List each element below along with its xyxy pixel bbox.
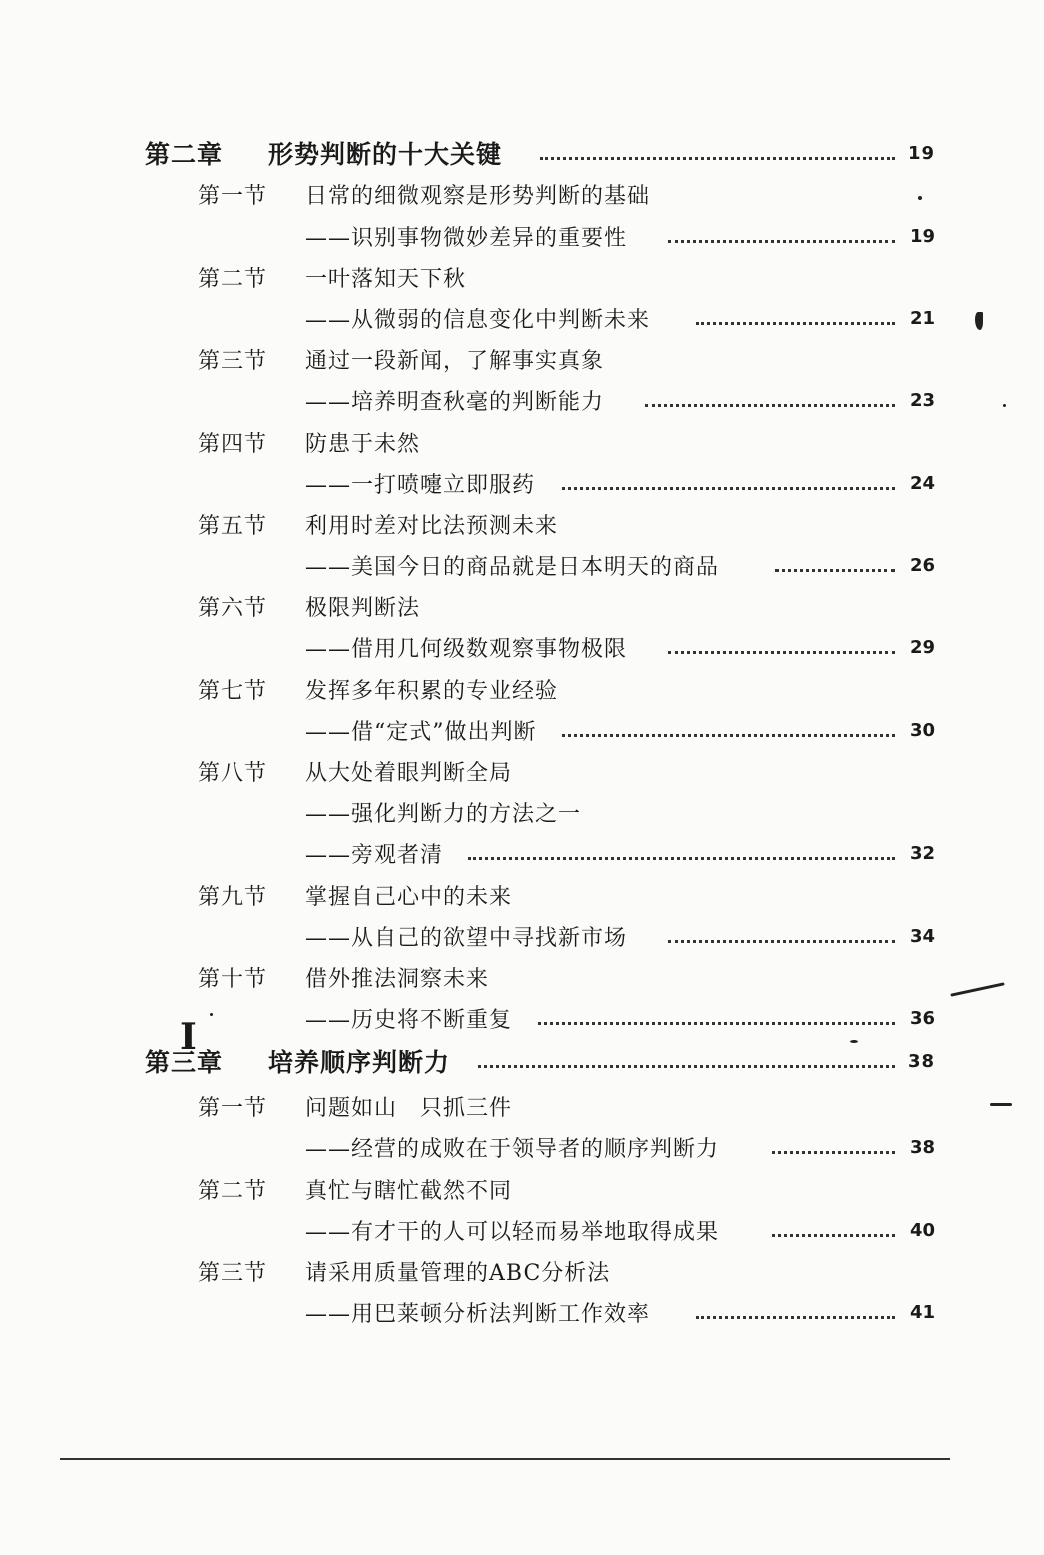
page-ref: 32 — [909, 842, 935, 864]
section-label: 第九节 — [198, 884, 268, 910]
section-title: 请采用质量管理的ABC分析法 — [305, 1260, 611, 1286]
leader-dots — [540, 157, 895, 160]
page-ref: 19 — [907, 142, 935, 164]
section-label: 第二节 — [198, 266, 268, 292]
section-subtitle: ——用巴莱顿分析法判断工作效率 — [305, 1301, 651, 1327]
section-title: 利用时差对比法预测未来 — [305, 513, 559, 539]
chapter-label: 第二章 — [145, 140, 224, 169]
section-subtitle: ——从微弱的信息变化中判断未来 — [305, 307, 651, 333]
section-subtitle: ——有才干的人可以轻而易举地取得成果 — [305, 1219, 720, 1245]
scan-speck — [210, 1013, 213, 1016]
section-title: 真忙与瞎忙截然不同 — [305, 1178, 513, 1204]
page-ref: 38 — [907, 1050, 935, 1072]
page-ref: 34 — [909, 925, 935, 947]
leader-dots — [696, 322, 895, 325]
section-label: 第一节 — [198, 183, 268, 209]
section-subtitle: ——历史将不断重复 — [305, 1007, 513, 1033]
bottom-rule — [60, 1458, 950, 1460]
section-subtitle: ——识别事物微妙差异的重要性 — [305, 225, 628, 251]
scan-speck — [918, 196, 922, 200]
section-title: 一叶落知天下秋 — [305, 266, 467, 292]
section-title: 防患于未然 — [305, 431, 421, 457]
leader-dots — [772, 1151, 895, 1154]
leader-dots — [478, 1065, 895, 1068]
page-ref: 41 — [909, 1301, 935, 1323]
section-label: 第六节 — [198, 595, 268, 621]
leader-dots — [772, 1234, 895, 1237]
section-title: 极限判断法 — [305, 595, 421, 621]
section-title: 日常的细微观察是形势判断的基础 — [305, 183, 651, 209]
section-title: 问题如山 只抓三件 — [305, 1095, 513, 1121]
page-ref: 21 — [909, 307, 935, 329]
section-subtitle: ——从自己的欲望中寻找新市场 — [305, 925, 628, 951]
section-subtitle: ——经营的成败在于领导者的顺序判断力 — [305, 1136, 720, 1162]
section-label: 第八节 — [198, 760, 268, 786]
page-ref: 30 — [909, 719, 935, 741]
section-title: 发挥多年积累的专业经验 — [305, 678, 559, 704]
chapter-title: 培养顺序判断力 — [268, 1048, 451, 1077]
leader-dots — [562, 487, 895, 490]
leader-dots — [538, 1022, 895, 1025]
section-title: 掌握自己心中的未来 — [305, 884, 513, 910]
page-ref: 26 — [909, 554, 935, 576]
section-subtitle: ——借用几何级数观察事物极限 — [305, 636, 628, 662]
scan-speck — [950, 982, 1004, 996]
leader-dots — [468, 857, 895, 860]
page-ref: 24 — [909, 472, 935, 494]
page-ref: 23 — [909, 389, 935, 411]
chapter-title: 形势判断的十大关键 — [268, 140, 503, 169]
section-title: 借外推法洞察未来 — [305, 966, 490, 992]
section-label: 第二节 — [198, 1178, 268, 1204]
section-label: 第七节 — [198, 678, 268, 704]
section-title: 通过一段新闻，了解事实真象 — [305, 348, 605, 374]
section-label: 第十节 — [198, 966, 268, 992]
section-label: 第三节 — [198, 1260, 268, 1286]
section-subtitle: ——强化判断力的方法之一 — [305, 801, 582, 827]
page-ref: 29 — [909, 636, 935, 658]
page-ref: 36 — [909, 1007, 935, 1029]
leader-dots — [668, 940, 895, 943]
page-ref: 19 — [909, 225, 935, 247]
chapter-label: 第三章 — [145, 1048, 224, 1077]
scan-speck — [1003, 404, 1006, 407]
section-label: 第一节 — [198, 1095, 268, 1121]
leader-dots — [562, 734, 895, 737]
scan-speck — [850, 1040, 858, 1043]
page-number: I — [180, 1016, 197, 1058]
page-ref: 40 — [909, 1219, 935, 1241]
leader-dots — [645, 404, 895, 407]
section-subtitle: ——美国今日的商品就是日本明天的商品 — [305, 554, 720, 580]
section-subtitle: ——一打喷嚏立即服药 — [305, 472, 536, 498]
leader-dots — [668, 240, 895, 243]
section-title: 从大处着眼判断全局 — [305, 760, 513, 786]
section-subtitle: ——旁观者清 — [305, 842, 444, 868]
page-ref: 38 — [909, 1136, 935, 1158]
section-subtitle: ——借“定式”做出判断 — [305, 719, 537, 745]
scan-speck — [975, 312, 983, 330]
section-subtitle: ——培养明查秋毫的判断能力 — [305, 389, 605, 415]
scan-speck — [990, 1103, 1012, 1106]
leader-dots — [696, 1316, 895, 1319]
leader-dots — [775, 569, 895, 572]
leader-dots — [668, 651, 895, 654]
section-label: 第五节 — [198, 513, 268, 539]
section-label: 第四节 — [198, 431, 268, 457]
section-label: 第三节 — [198, 348, 268, 374]
